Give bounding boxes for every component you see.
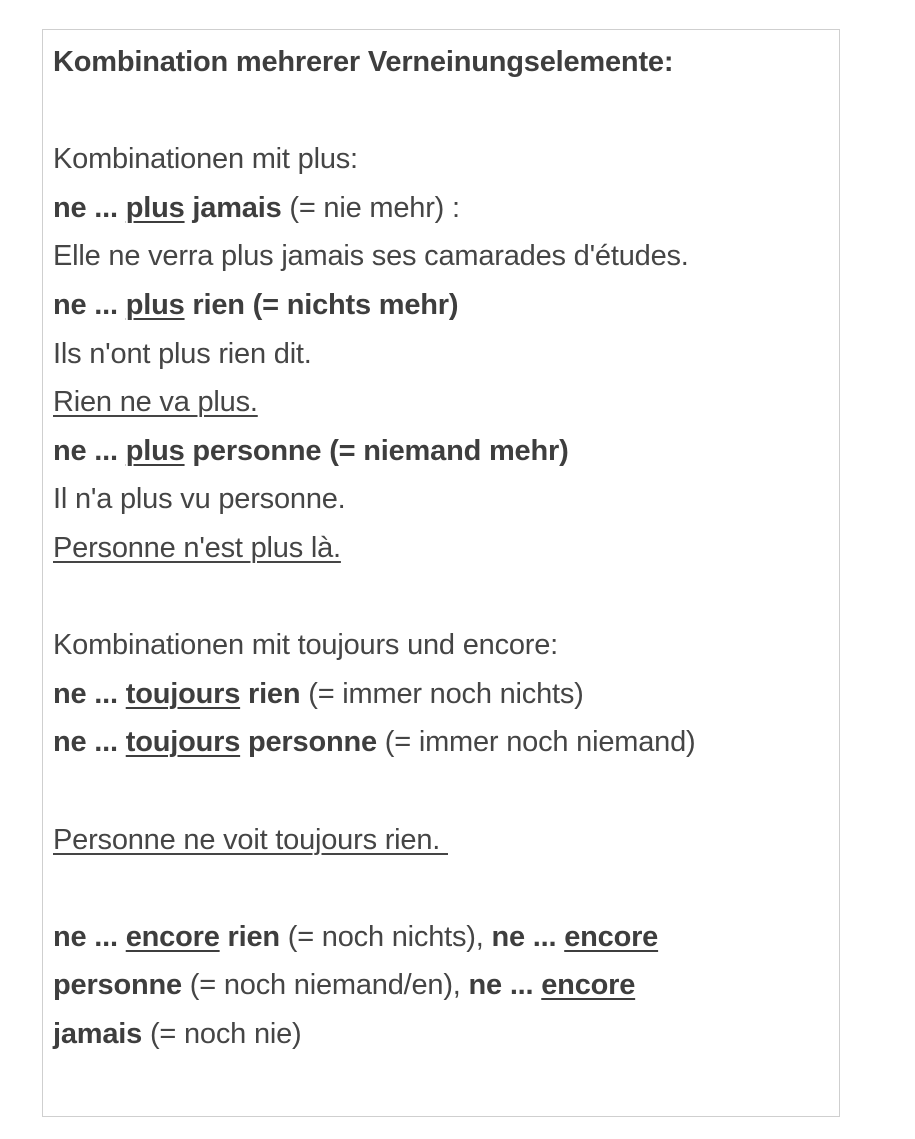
example-sentence: Il n'a plus vu personne. (53, 483, 346, 516)
document-body (53, 38, 835, 1058)
rule-gloss: (= immer noch nichts) (300, 677, 584, 710)
spacer (53, 864, 835, 913)
rule-ne: ne ... (53, 920, 126, 953)
rule-gloss: (= nie mehr) : (281, 191, 460, 224)
section-toujours-heading: Kombinationen mit toujours und encore: (53, 629, 559, 662)
example-sentence-underlined: Personne ne voit toujours rien. (53, 823, 448, 856)
rule-plus-personne (53, 427, 835, 476)
rule-gloss: (= noch nie) (142, 1017, 302, 1050)
rule-keyword: toujours (125, 726, 241, 759)
rule-word: jamais (184, 191, 282, 224)
rule-toujours-personne (53, 718, 835, 767)
rule-ne: ne ... (491, 920, 565, 953)
rule-keyword: plus (125, 288, 185, 321)
rule-keyword: plus (125, 191, 185, 224)
rule-ne: ne ... (53, 288, 126, 321)
rule-plus-jamais (53, 184, 835, 233)
rule-word: personne (53, 969, 182, 1002)
rule-word: rien (240, 677, 301, 710)
rule-ne: ne ... (53, 434, 126, 467)
rule-keyword: plus (125, 434, 185, 467)
rule-ne: ne ... (468, 969, 542, 1002)
rule-gloss: (= noch niemand/en), (181, 969, 469, 1002)
rule-encore-line-1 (53, 913, 835, 962)
rule-gloss: (= noch nichts), (279, 920, 492, 953)
rule-gloss: (= immer noch niemand) (376, 726, 696, 759)
rule-word: rien (= nichts mehr) (184, 288, 459, 321)
spacer (53, 573, 835, 622)
rule-ne: ne ... (53, 726, 126, 759)
example-sentence-underlined: Personne n'est plus là. (53, 531, 341, 564)
spacer (53, 87, 835, 136)
rule-keyword: toujours (125, 677, 241, 710)
rule-keyword: encore (125, 920, 220, 953)
rule-word: personne (= niemand mehr) (184, 434, 569, 467)
rule-plus-rien (53, 281, 835, 330)
rule-encore-line-2 (53, 961, 835, 1010)
page-title (53, 38, 835, 87)
title-text: Kombination mehrerer Verneinungselemente: (53, 46, 674, 78)
rule-toujours-rien (53, 670, 835, 719)
rule-keyword: encore (564, 920, 659, 953)
example-sentence: Elle ne verra plus jamais ses camarades d'études. (53, 240, 689, 273)
example-sentence: Ils n'ont plus rien dit. (53, 337, 312, 370)
section-plus-heading: Kombinationen mit plus: (53, 143, 358, 176)
rule-word: jamais (53, 1017, 143, 1050)
rule-keyword: encore (541, 969, 636, 1002)
rule-word: personne (240, 726, 377, 759)
example-sentence-underlined: Rien ne va plus. (53, 386, 258, 419)
content-card (42, 29, 840, 1117)
rule-encore-line-3 (53, 1010, 835, 1059)
rule-ne: ne ... (53, 677, 126, 710)
spacer (53, 767, 835, 816)
rule-ne: ne ... (53, 191, 126, 224)
rule-word: rien (219, 920, 280, 953)
